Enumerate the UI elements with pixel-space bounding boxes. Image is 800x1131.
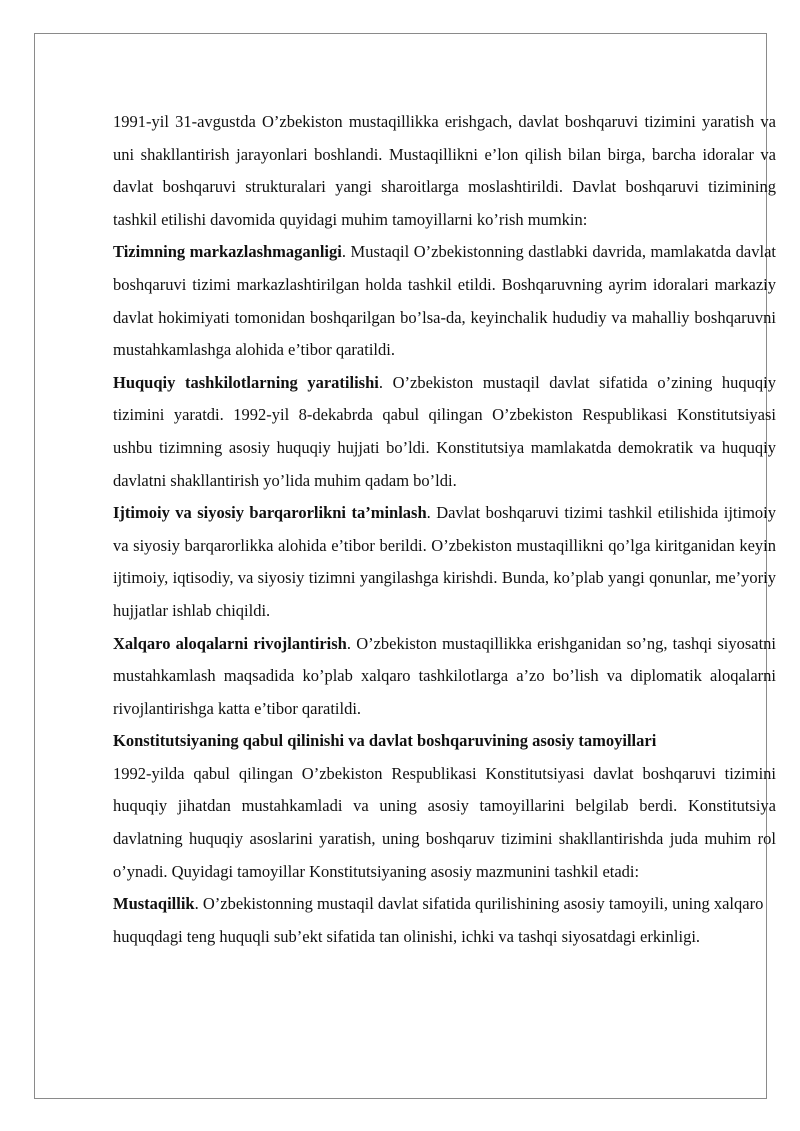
- document-body: [113, 106, 776, 953]
- principle-stability: [113, 497, 776, 627]
- intro-paragraph: [113, 106, 776, 236]
- paragraph-text: 1991-yil 31-avgustda O’zbekiston mustaqillikka erishgach, davlat boshqaruvi tizimini yaratish va uni shakllantirish jarayonlari boshlandi. Mustaqillikni e’lon qilish bilan birga, barcha idoralar va davlat boshqaruvi strukturalari yangi sharoitlarga moslashtirildi. Davlat boshqaruvi tizimining tashkil etilishi davomida quyidagi muhim tamoyillarni ko’rish mumkin:: [113, 112, 776, 229]
- principle-title: Tizimning markazlashmaganligi: [113, 242, 342, 262]
- principle-title: Mustaqillik: [113, 894, 195, 914]
- principle-title: Xalqaro aloqalarni rivojlantirish: [113, 633, 347, 653]
- document-page: [34, 33, 777, 1099]
- principle-international-relations: [113, 628, 776, 726]
- paragraph-text: 1992-yilda qabul qilingan O’zbekiston Respublikasi Konstitutsiyasi davlat boshqaruvi tizimini huquqiy jihatdan mustahkamladi va uning asosiy tamoyillarini belgilab berdi. Konstitutsiya davlatning huquqiy asoslarini yaratish, uning boshqaruv tizimini shakllantirishda juda muhim rol o’ynadi. Quyidagi tamoyillar Konstitutsiyaning asosiy mazmunini tashkil etadi:: [113, 763, 776, 881]
- paragraph-text: . Mustaqil O’zbekistonning dastlabki davrida, mamlakatda davlat boshqaruvi tizimi markazlashtirilgan holda tashkil etildi. Boshqaruvning ayrim idoralari markaziy davlat hokimiyati tomonidan boshqarilgan bo’lsa-da, keyinchalik hududiy va mahalliy boshqaruvni mustahkamlashga alohida e’tibor qaratildi.: [113, 242, 776, 360]
- section-intro-paragraph: [113, 758, 776, 888]
- principle-legal-institutions: [113, 367, 776, 497]
- principle-title: Huquqiy tashkilotlarning yaratilishi: [113, 372, 379, 392]
- principle-title: Ijtimoiy va siyosiy barqarorlikni ta’minlash: [113, 503, 427, 523]
- paragraph-text: . Davlat boshqaruvi tizimi tashkil etilishida ijtimoiy va siyosiy barqarorlikka alohida e’tibor berildi. O’zbekiston mustaqillikni qo’lga kiritganidan keyin ijtimoiy, iqtisodiy, va siyosiy tizimni yangilashga kirishdi. Bunda, ko’plab yangi qonunlar, me’yoriy hujjatlar ishlab chiqildi.: [113, 503, 776, 620]
- paragraph-text: . O’zbekiston mustaqillikka erishganidan so’ng, tashqi siyosatni mustahkamlash maqsadida ko’plab xalqaro tashkilotlarga a’zo bo’lish va diplomatik aloqalarni rivojlantirishga katta e’tibor qaratildi.: [113, 633, 776, 718]
- principle-independence: [113, 888, 776, 953]
- paragraph-text: . O’zbekistonning mustaqil davlat sifatida qurilishining asosiy tamoyili, uning xalqaro huquqdagi teng huquqli sub’ekt sifatida tan olinishi, ichki va tashqi siyosatdagi erkinligi.: [113, 894, 764, 946]
- principle-decentralization: [113, 236, 776, 366]
- paragraph-text: . O’zbekiston mustaqil davlat sifatida o’zining huquqiy tizimini yaratdi. 1992-yil 8-dekabrda qabul qilingan O’zbekiston Respublikasi Konstitutsiyasi ushbu tizimning asosiy huquqiy hujjati bo’ldi. Konstitutsiya mamlakatda demokratik va huquqiy davlatni shakllantirish yo’lida muhim qadam bo’ldi.: [113, 372, 777, 490]
- section-heading: Konstitutsiyaning qabul qilinishi va davlat boshqaruvining asosiy tamoyillari: [113, 731, 657, 751]
